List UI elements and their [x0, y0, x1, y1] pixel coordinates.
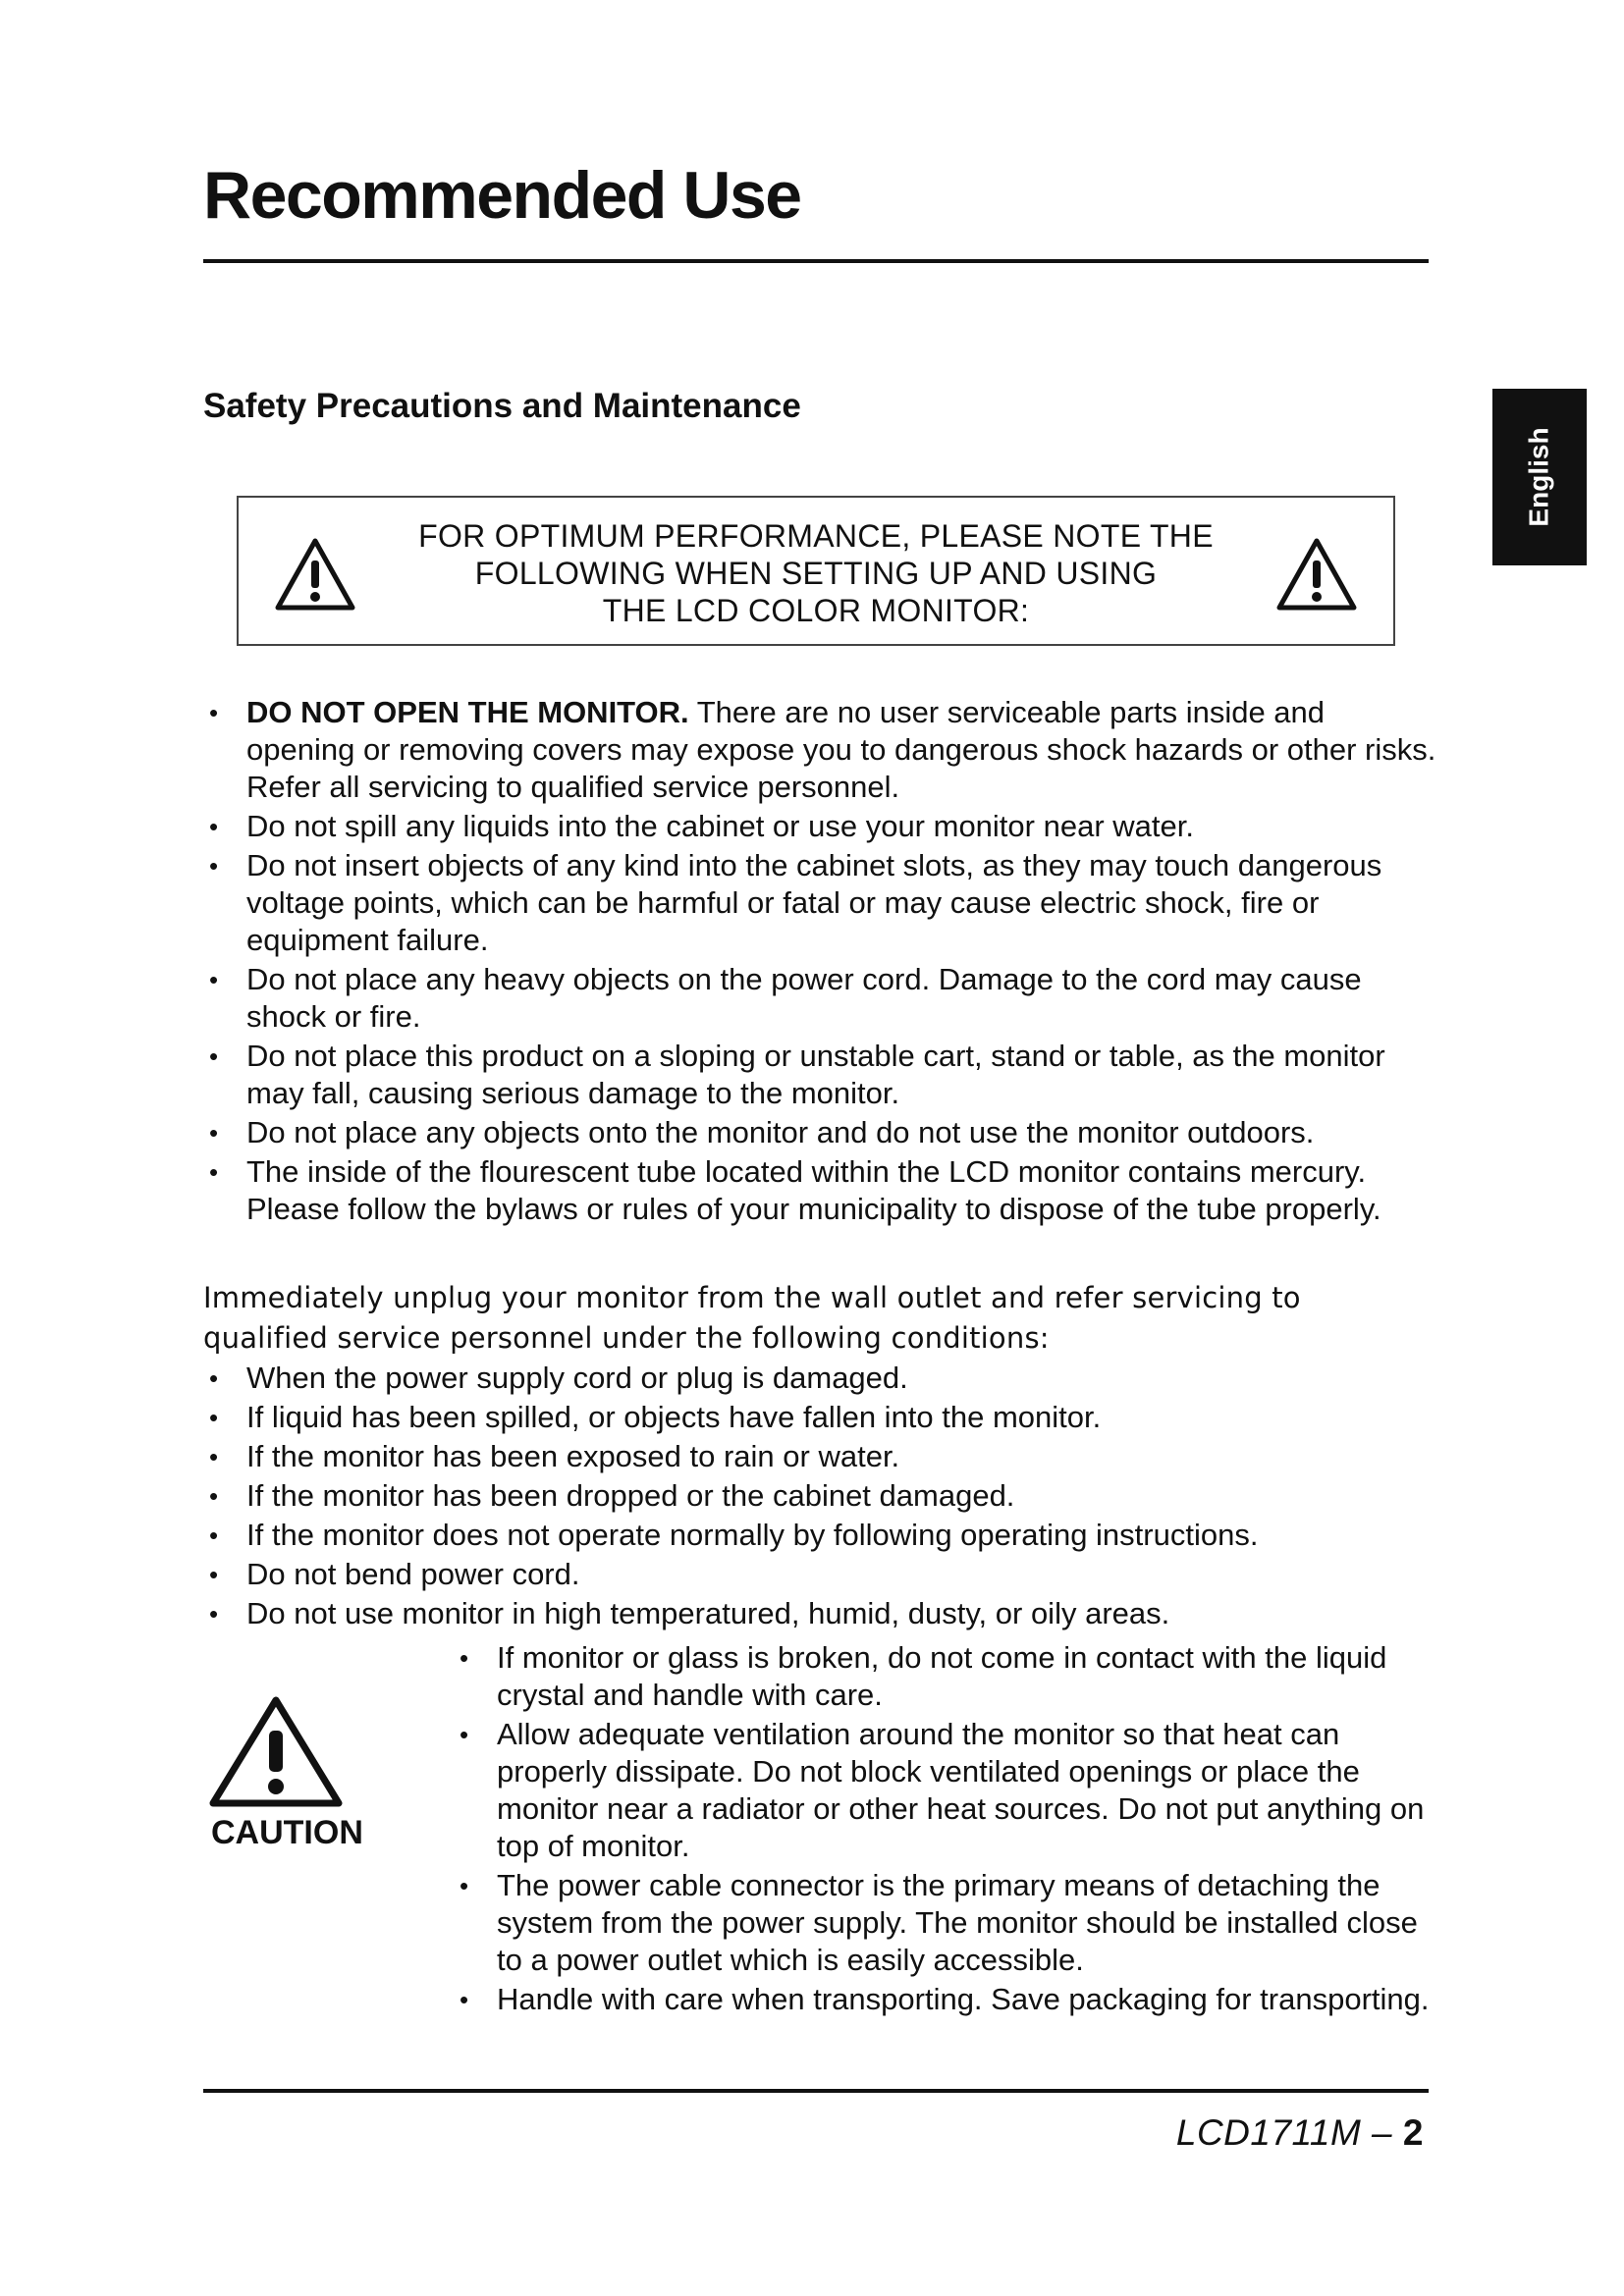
list-item: • Allow adequate ventilation around the monitor so that heat can properly dissipate. Do not block ventilated openings or place the monitor near a radiator or other heat sources. Do not put anything on top of monitor. — [454, 1716, 1435, 1865]
list-item — [203, 1114, 1440, 1151]
list-item: • If the monitor does not operate normally by following operating instructions. — [203, 1517, 1440, 1554]
notice-line: FOLLOWING WHEN SETTING UP AND USING — [474, 556, 1158, 591]
notice-text — [386, 517, 1246, 629]
list-item-text: Do not insert objects of any kind into the cabinet slots, as they may touch dangerous voltage points, which can be harmful or fatal or may cause electric shock, fire or equipment failure. — [246, 848, 1382, 957]
list-item: • The power cable connector is the primary means of detaching the system from the power supply. The monitor should be installed close to a power outlet which is easily accessible. — [454, 1867, 1435, 1979]
list-item: • Do not use monitor in high temperatured, humid, dusty, or oily areas. — [203, 1595, 1440, 1632]
unplug-paragraph: Immediately unplug your monitor from the wall outlet and refer servicing to qualified service personnel under the following conditions: — [203, 1281, 1301, 1355]
list-item — [203, 808, 1440, 845]
notice-line: THE LCD COLOR MONITOR: — [602, 593, 1030, 628]
warning-triangle-icon — [274, 537, 356, 612]
list-item: • If the monitor has been dropped or the cabinet damaged. — [203, 1477, 1440, 1515]
top-divider — [203, 259, 1429, 263]
page-number: 2 — [1402, 2112, 1424, 2153]
list-item-text: Do not place any heavy objects on the power cord. Damage to the cord may cause shock or fire. — [246, 962, 1362, 1034]
footer-model: LCD1711M — [1175, 2112, 1362, 2153]
list-item-text: Do not place any objects onto the monitor and do not use the monitor outdoors. — [246, 1115, 1315, 1149]
list-item-text: There are no user serviceable parts inside and opening or removing covers may expose you to dangerous shock hazards or other risks. Refer all servicing to qualified service personnel. — [246, 695, 1436, 804]
list-item: • Do not bend power cord. — [203, 1556, 1440, 1593]
list-item — [203, 961, 1440, 1036]
language-tab-label: English — [1524, 427, 1554, 527]
list-item-text: Do not place this product on a sloping or unstable cart, stand or table, as the monitor may fall, causing serious damage to the monitor. — [246, 1039, 1385, 1110]
notice-line: FOR OPTIMUM PERFORMANCE, PLEASE NOTE THE — [418, 518, 1214, 554]
list-item — [203, 847, 1440, 959]
section-title: Safety Precautions and Maintenance — [203, 387, 801, 425]
language-tab — [1492, 389, 1587, 565]
list-item-text: Do not spill any liquids into the cabinet or use your monitor near water. — [246, 809, 1194, 843]
list-item-text: The inside of the flourescent tube located within the LCD monitor contains mercury. Please follow the bylaws or rules of your municipality to dispose of the tube properly. — [246, 1154, 1381, 1226]
list-item: • When the power supply cord or plug is damaged. — [203, 1360, 1440, 1397]
warning-triangle-icon — [1275, 537, 1358, 612]
list-item: • If liquid has been spilled, or objects have fallen into the monitor. — [203, 1399, 1440, 1436]
notice-box — [237, 496, 1395, 646]
conditions-list — [203, 1360, 1440, 1634]
warning-triangle-icon — [207, 1695, 345, 1809]
footer-separator: – — [1361, 2112, 1403, 2153]
caution-block — [203, 1695, 400, 1852]
list-item-bold: DO NOT OPEN THE MONITOR. — [246, 695, 689, 729]
page-footer — [1176, 2112, 1424, 2154]
list-item: • If the monitor has been exposed to rain or water. — [203, 1438, 1440, 1475]
list-item — [203, 694, 1440, 806]
caution-label: CAUTION — [211, 1814, 363, 1851]
caution-list — [454, 1639, 1435, 2020]
bottom-divider — [203, 2089, 1429, 2093]
list-item — [203, 1038, 1440, 1112]
list-item — [203, 1153, 1440, 1228]
precautions-list — [203, 694, 1440, 1230]
list-item: • If monitor or glass is broken, do not come in contact with the liquid crystal and handle with care. — [454, 1639, 1435, 1714]
page-title: Recommended Use — [203, 158, 801, 233]
list-item: • Handle with care when transporting. Save packaging for transporting. — [454, 1981, 1435, 2018]
